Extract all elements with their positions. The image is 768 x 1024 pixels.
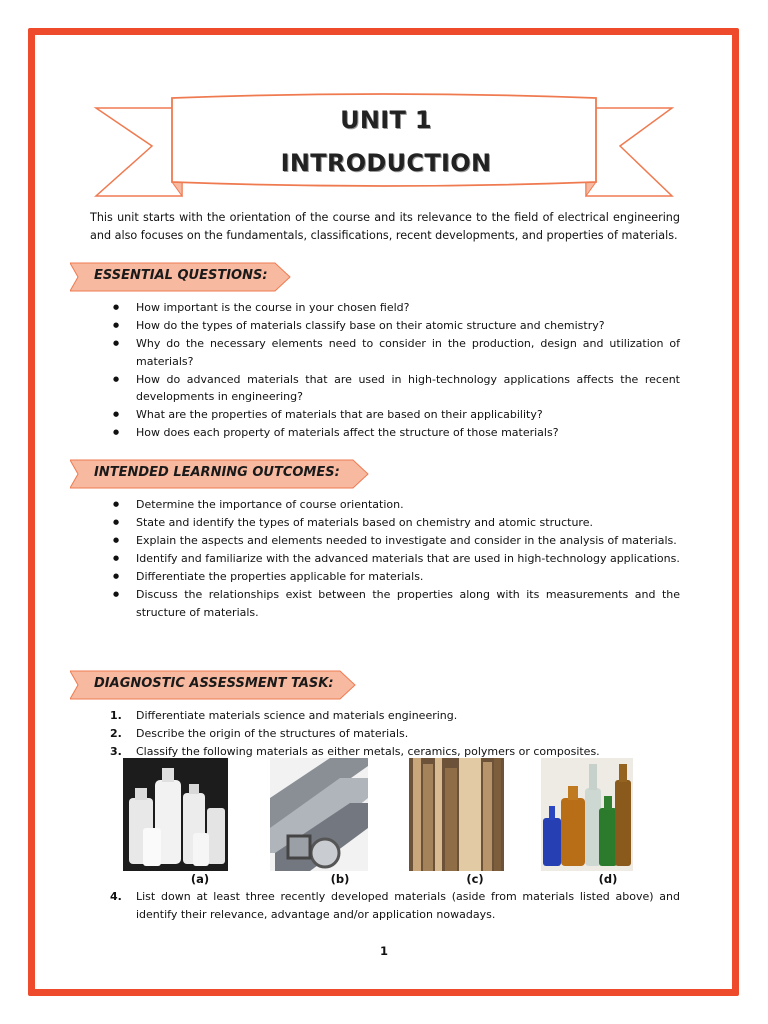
list-item: ● Why do the necessary elements need to consider in the production, design and utilization of materials? bbox=[110, 335, 680, 370]
diagnostic-task-header bbox=[70, 670, 358, 700]
list-item: ● Differentiate the properties applicable for materials. bbox=[110, 568, 680, 586]
unit-subtitle: INTRODUCTION bbox=[280, 149, 492, 177]
unit-title: UNIT 1 bbox=[340, 106, 432, 134]
section-title: DIAGNOSTIC ASSESSMENT TASK: bbox=[94, 676, 334, 691]
list-item: 2. Describe the origin of the structures of materials. bbox=[110, 727, 409, 740]
list-item: ● Identify and familiarize with the advanced materials that are used in high-technology applications. bbox=[110, 550, 680, 568]
list-item: ● State and identify the types of materials based on chemistry and atomic structure. bbox=[110, 514, 680, 532]
caption-b: (b) bbox=[330, 872, 350, 886]
essential-questions-header bbox=[70, 262, 292, 292]
list-item: 4. List down at least three recently developed materials (aside from materials listed above) and identify their relevance, advantage and/or application nowadays. bbox=[110, 890, 680, 921]
section-title: ESSENTIAL QUESTIONS: bbox=[94, 268, 268, 283]
photo-glass-bottles bbox=[541, 758, 633, 871]
page-number: 1 bbox=[379, 944, 388, 958]
caption-a: (a) bbox=[190, 872, 210, 886]
list-item: 1. Differentiate materials science and materials engineering. bbox=[110, 709, 458, 722]
diagnostic-task-list-continued bbox=[110, 888, 680, 924]
list-item: 3. Classify the following materials as either metals, ceramics, polymers or composites. bbox=[110, 745, 600, 758]
list-item: ● How do advanced materials that are used in high-technology applications affects the recent developments in engineering? bbox=[110, 371, 680, 406]
list-item: ● What are the properties of materials that are based on their applicability? bbox=[110, 406, 680, 424]
list-item: ● Discuss the relationships exist between the properties along with its measurements and the structure of materials. bbox=[110, 586, 680, 621]
list-item: ● How important is the course in your chosen field? bbox=[110, 299, 680, 317]
section-title: INTENDED LEARNING OUTCOMES: bbox=[94, 465, 340, 480]
diagnostic-task-list bbox=[110, 707, 680, 761]
learning-outcomes-header bbox=[70, 459, 370, 489]
learning-outcomes-list bbox=[110, 496, 680, 622]
caption-d: (d) bbox=[598, 872, 618, 886]
photo-plastic-bottles bbox=[123, 758, 228, 871]
photo-wood-planks bbox=[409, 758, 504, 871]
list-item: ● Explain the aspects and elements needed to investigate and consider in the analysis of materials. bbox=[110, 532, 680, 550]
essential-questions-list bbox=[110, 299, 680, 442]
caption-c: (c) bbox=[466, 872, 484, 886]
list-item: ● How do the types of materials classify base on their atomic structure and chemistry? bbox=[110, 317, 680, 335]
list-item: ● How does each property of materials affect the structure of those materials? bbox=[110, 424, 680, 442]
photo-metal-tubes bbox=[270, 758, 368, 871]
intro-paragraph: This unit starts with the orientation of the course and its relevance to the field of electrical engineering and also focuses on the fundamentals, classifications, recent developments, and properties of materials. bbox=[90, 211, 680, 242]
list-item: ● Determine the importance of course orientation. bbox=[110, 496, 680, 514]
